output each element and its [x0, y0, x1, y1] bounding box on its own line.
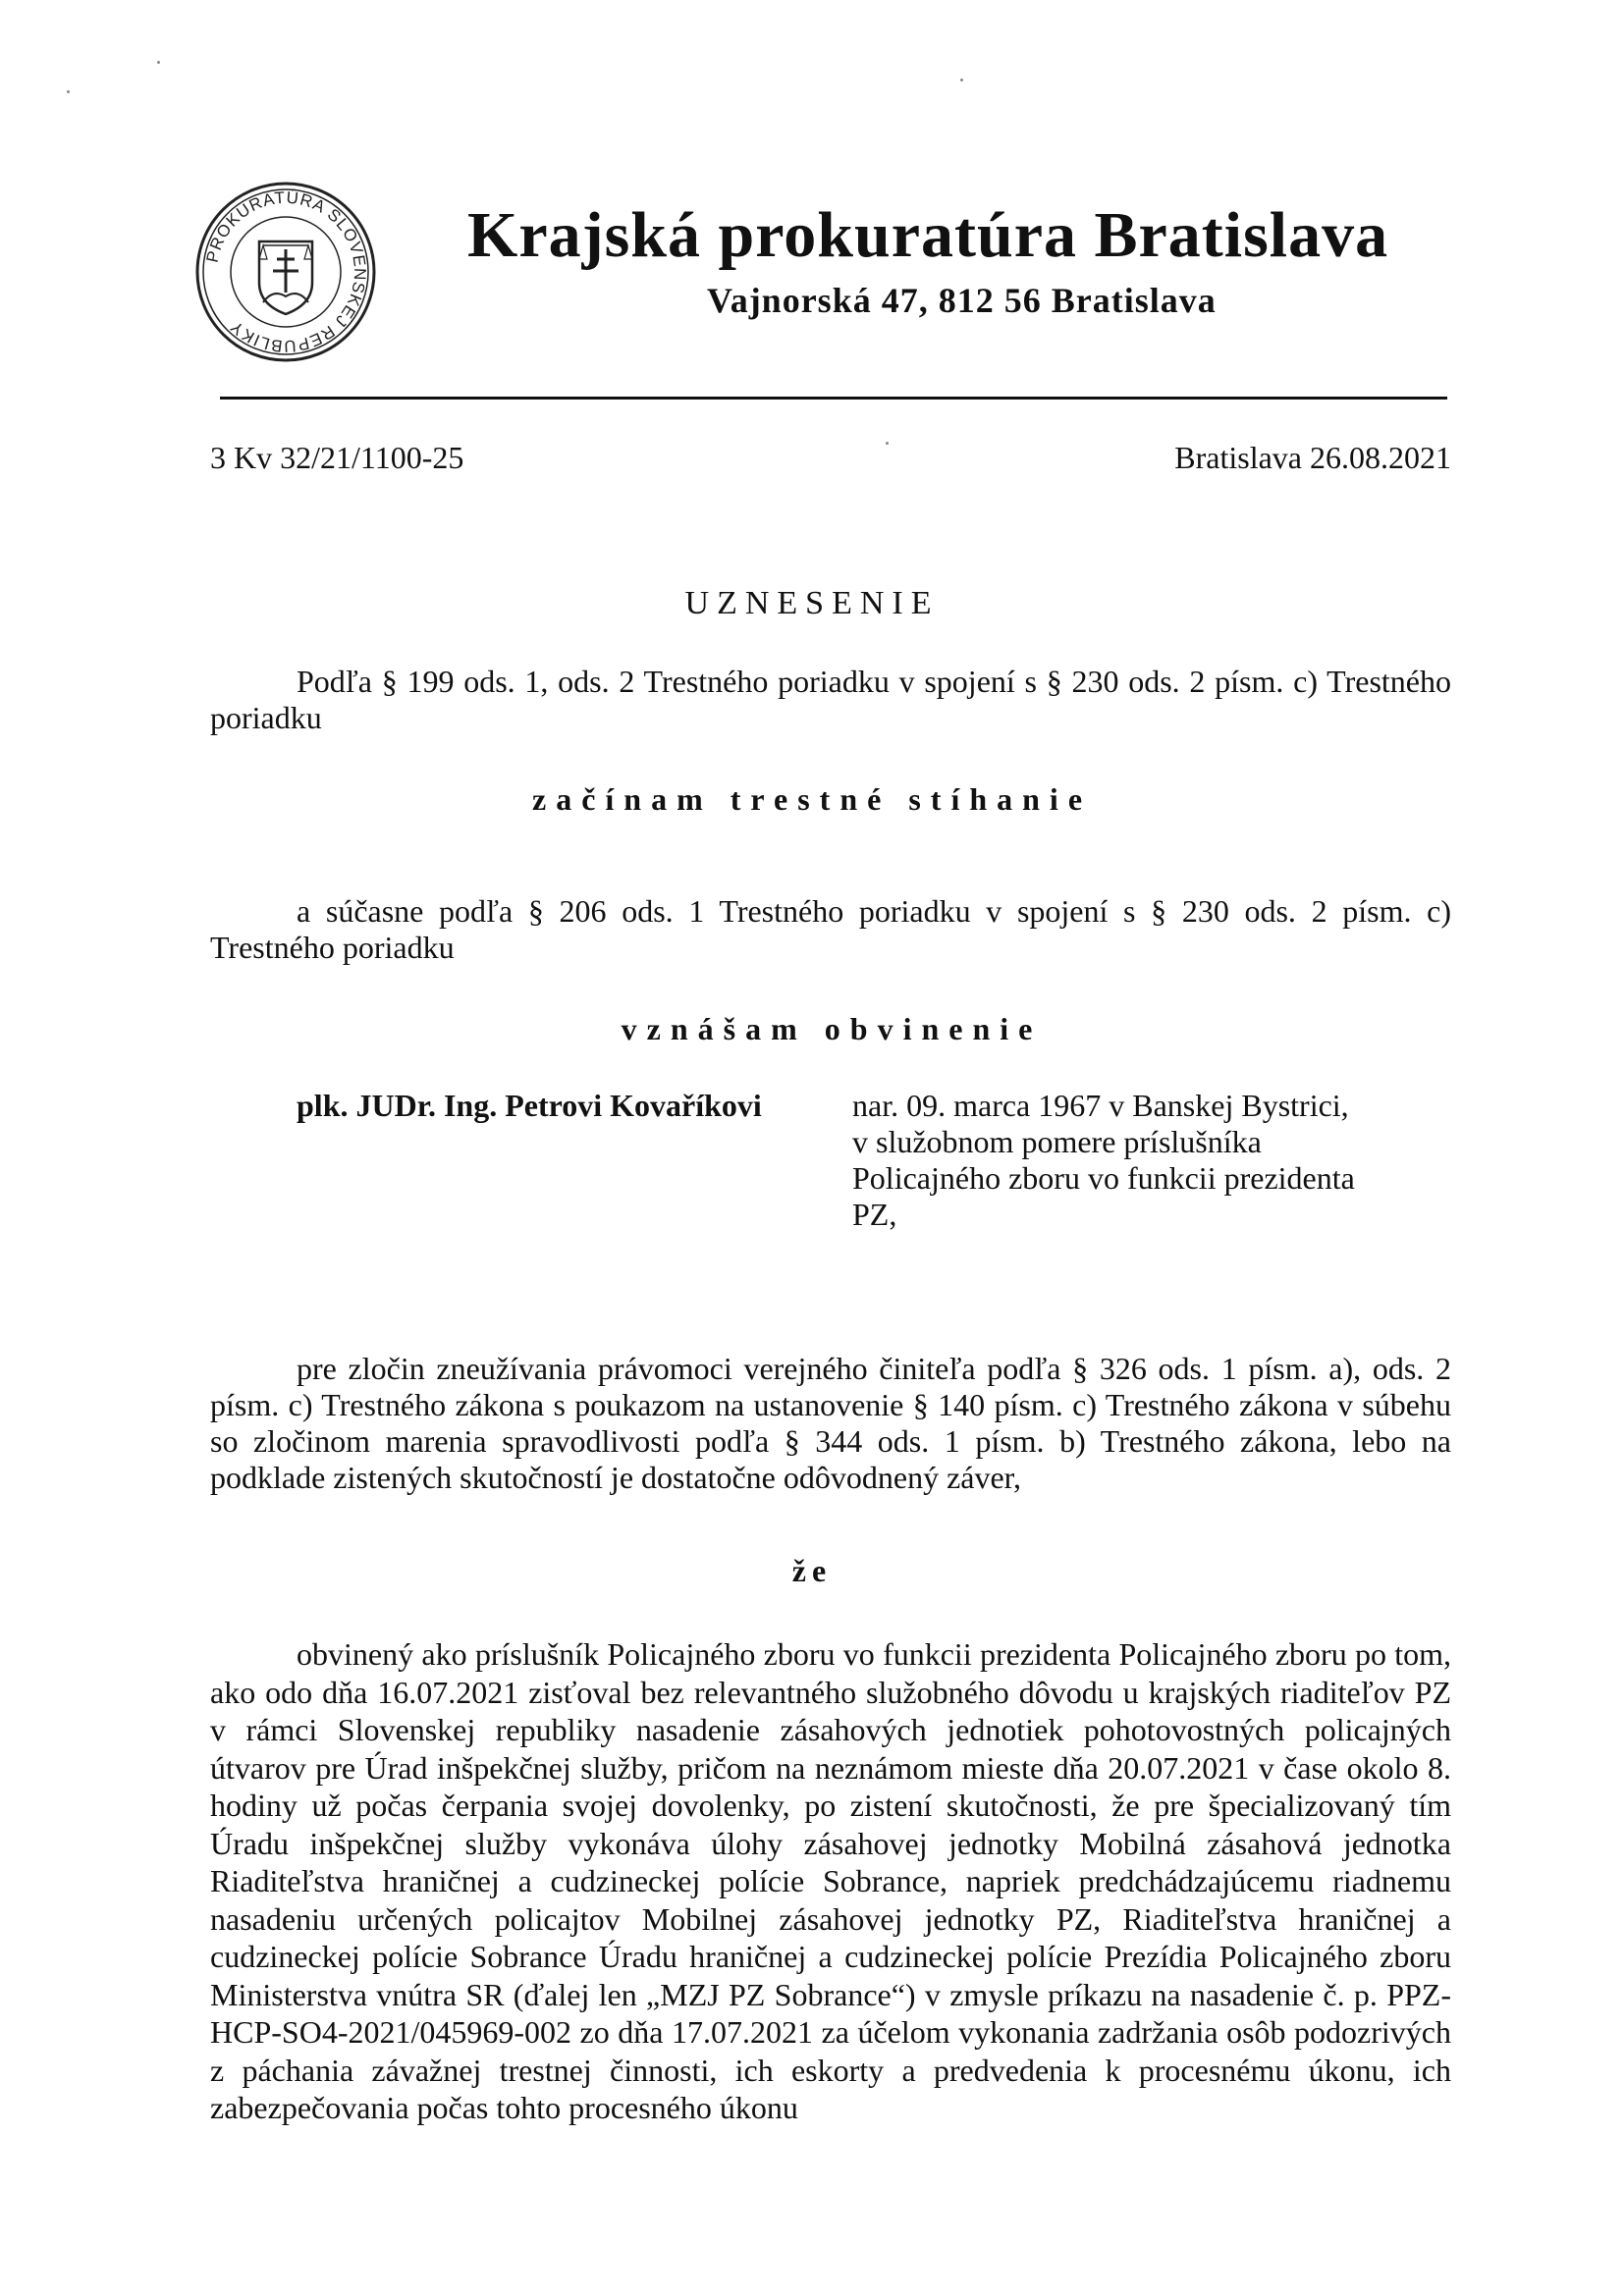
accused-detail-line: Policajného zboru vo funkcii prezidenta: [852, 1160, 1355, 1196]
scan-speck: [67, 90, 70, 93]
accused-detail-line: PZ,: [852, 1197, 897, 1232]
scan-speck: [157, 61, 160, 64]
header-divider: [220, 397, 1447, 400]
file-number: 3 Kv 32/21/1100-25: [210, 440, 464, 475]
decision-charge: vznášam obvinenie: [621, 1011, 1043, 1046]
institution-address: Vajnorská 47, 812 56 Bratislava: [707, 281, 1217, 320]
institution-title: Krajská prokuratúra Bratislava: [467, 199, 1389, 271]
accused-detail-line: v služobnom pomere príslušníka: [852, 1124, 1262, 1159]
document-heading: UZNESENIE: [684, 585, 940, 621]
charge-paragraph: pre zločin zneužívania právomoci verejného činiteľa podľa § 326 ods. 1 písm. a), ods. 2 písm. c) Trestného zákona s poukazom na ustanovenie § 140 písm. c) Trestného zákona v súbehu so zločinom marenia spravodlivosti podľa § 344 ods. 1 písm. b) Trestného zákona, lebo na podklade zistených skutočností je dostatočne odôvodnený záver,: [210, 1351, 1451, 1495]
scan-speck: [960, 79, 963, 81]
prosecution-seal: [194, 181, 377, 363]
accused-detail-line: nar. 09. marca 1967 v Banskej Bystrici,: [852, 1088, 1349, 1123]
legal-basis-paragraph-1: Podľa § 199 ods. 1, ods. 2 Trestného poriadku v spojení s § 230 ods. 2 písm. c) Trestného poriadku: [210, 664, 1451, 735]
that-conjunction: že: [791, 1553, 833, 1588]
legal-basis-paragraph-2: a súčasne podľa § 206 ods. 1 Trestného poriadku v spojení s § 230 ods. 2 písm. c) Trestného poriadku: [210, 893, 1451, 965]
seal-text: PROKURATÚRA SLOVENSKEJ REPUBLIKY: [202, 187, 370, 356]
facts-paragraph: obvinený ako príslušník Policajného zboru vo funkcii prezidenta Policajného zboru po tom, ako odo dňa 16.07.2021 zisťoval bez relevantného služobného dôvodu u krajských riaditeľov PZ v rámci Slovenskej republiky nasadenie zásahových jednotiek pohotovostných policajných útvarov pre Úrad inšpekčnej služby, pričom na neznámom mieste dňa 20.07.2021 v čase okolo 8. hodiny už počas čerpania svojej dovolenky, po zistení skutočnosti, že pre špecializovaný tím Úradu inšpekčnej služby vykonáva úlohy zásahovej jednotky Mobilná zásahová jednotka Riaditeľstva hraničnej a cudzineckej polície Sobrance, napriek predchádzajúcemu riadnemu nasadeniu určených policajtov Mobilnej zásahovej jednotky PZ, Riaditeľstva hraničnej a cudzineckej polície Sobrance Úradu hraničnej a cudzineckej polície Prezídia Policajného zboru Ministerstva vnútra SR (ďalej len „MZJ PZ Sobrance“) v zmysle príkazu na nasadenie č. p. PPZ-HCP-SO4-2021/045969-002 zo dňa 17.07.2021 za účelom vykonania zadržania osôb podozrivých z páchania závažnej trestnej činnosti, ich eskorty a predvedenia k procesnému úkonu, ich zabezpečovania počas tohto procesného úkonu: [210, 1636, 1451, 2125]
accused-name: plk. JUDr. Ing. Petrovi Kovaříkovi: [297, 1088, 762, 1123]
place-and-date: Bratislava 26.08.2021: [1174, 440, 1451, 475]
accused-details: [852, 1088, 1441, 1233]
decision-start-prosecution: začínam trestné stíhanie: [531, 781, 1093, 817]
scan-speck: [886, 442, 889, 445]
